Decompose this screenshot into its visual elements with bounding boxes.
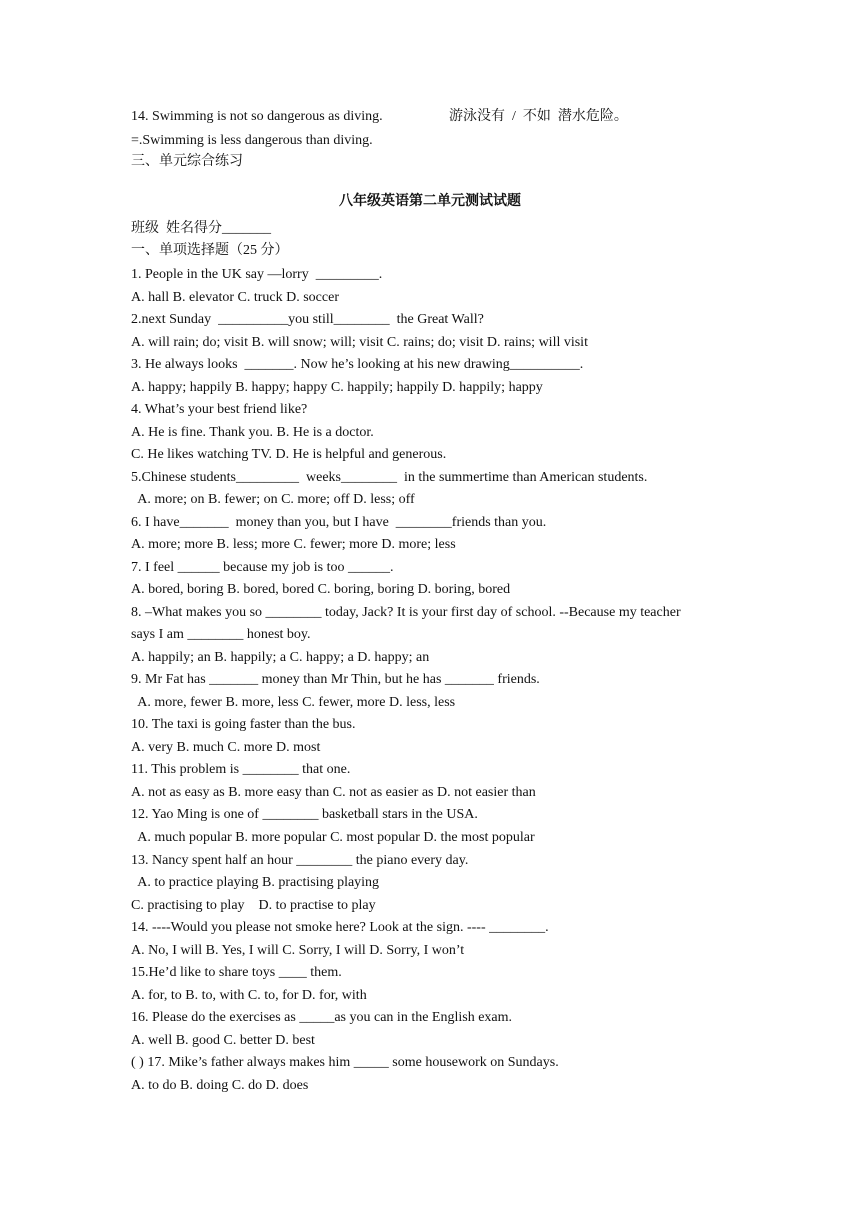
question-line: A. not as easy as B. more easy than C. not as easier as D. not easier than <box>131 785 536 800</box>
question-line: A. bored, boring B. bored, bored C. boring, boring D. boring, bored <box>131 582 511 597</box>
question-line: ( ) 17. Mike’s father always makes him _____ some housework on Sundays. <box>131 1055 559 1070</box>
question-line: 14. ----Would you please not smoke here? Look at the sign. ---- ________. <box>131 920 549 935</box>
question-line: C. practising to play D. to practise to play <box>131 898 376 913</box>
question-line: A. to do B. doing C. do D. does <box>131 1078 309 1093</box>
class-name-score-line: 班级 姓名得分_______ <box>131 221 271 236</box>
question-line: C. He likes watching TV. D. He is helpful and generous. <box>131 447 447 462</box>
question-line: 8. –What makes you so ________ today, Jack? It is your first day of school. --Because my teacher <box>131 605 681 620</box>
question-line: A. hall B. elevator C. truck D. soccer <box>131 290 339 305</box>
question-line: 12. Yao Ming is one of ________ basketball stars in the USA. <box>131 807 478 822</box>
question-line: A. well B. good C. better D. best <box>131 1033 315 1048</box>
question-line: A. No, I will B. Yes, I will C. Sorry, I will D. Sorry, I won’t <box>131 943 465 958</box>
question-line: 11. This problem is ________ that one. <box>131 762 351 777</box>
question-line: 7. I feel ______ because my job is too ______. <box>131 560 394 575</box>
question-line: 6. I have_______ money than you, but I have ________friends than you. <box>131 515 547 530</box>
question-line: A. happily; an B. happily; a C. happy; a D. happy; an <box>131 650 430 665</box>
question-line: 1. People in the UK say ―lorry _________. <box>131 267 383 282</box>
question-line: A. happy; happily B. happy; happy C. happily; happily D. happily; happy <box>131 380 543 395</box>
question-line: A. very B. much C. more D. most <box>131 740 321 755</box>
question-line: A. more, fewer B. more, less C. fewer, more D. less, less <box>131 695 456 710</box>
question-line: A. for, to B. to, with C. to, for D. for, with <box>131 988 367 1003</box>
question-line: A. more; on B. fewer; on C. more; off D. less; off <box>131 492 415 507</box>
intro-line-14-equivalent: =.Swimming is less dangerous than diving. <box>131 133 373 148</box>
intro-line-14-note: 游泳没有 / 不如 潜水危险。 <box>449 109 628 124</box>
question-line: 9. Mr Fat has _______ money than Mr Thin, but he has _______ friends. <box>131 672 540 687</box>
question-line: A. to practice playing B. practising playing <box>131 875 380 890</box>
question-line: A. He is fine. Thank you. B. He is a doctor. <box>131 425 374 440</box>
question-line: 3. He always looks _______. Now he’s looking at his new drawing__________. <box>131 357 584 372</box>
question-line: 2.next Sunday __________you still________ the Great Wall? <box>131 312 484 327</box>
question-line: 15.He’d like to share toys ____ them. <box>131 965 342 980</box>
test-title: 八年级英语第二单元测试试题 <box>339 194 521 209</box>
question-line: 13. Nancy spent half an hour ________ the piano every day. <box>131 853 469 868</box>
question-line: 10. The taxi is going faster than the bus. <box>131 717 356 732</box>
question-line: A. much popular B. more popular C. most popular D. the most popular <box>131 830 535 845</box>
question-line: says I am ________ honest boy. <box>131 627 311 642</box>
part-heading: 一、单项选择题（25 分） <box>131 243 289 258</box>
question-line: A. will rain; do; visit B. will snow; will; visit C. rains; do; visit D. rains; will visit <box>131 335 588 350</box>
section-heading: 三、单元综合练习 <box>131 154 243 169</box>
question-line: A. more; more B. less; more C. fewer; more D. more; less <box>131 537 456 552</box>
intro-line-14: 14. Swimming is not so dangerous as diving. <box>131 109 383 124</box>
question-line: 16. Please do the exercises as _____as you can in the English exam. <box>131 1010 513 1025</box>
question-line: 5.Chinese students_________ weeks________ in the summertime than American students. <box>131 470 648 485</box>
question-line: 4. What’s your best friend like? <box>131 402 308 417</box>
